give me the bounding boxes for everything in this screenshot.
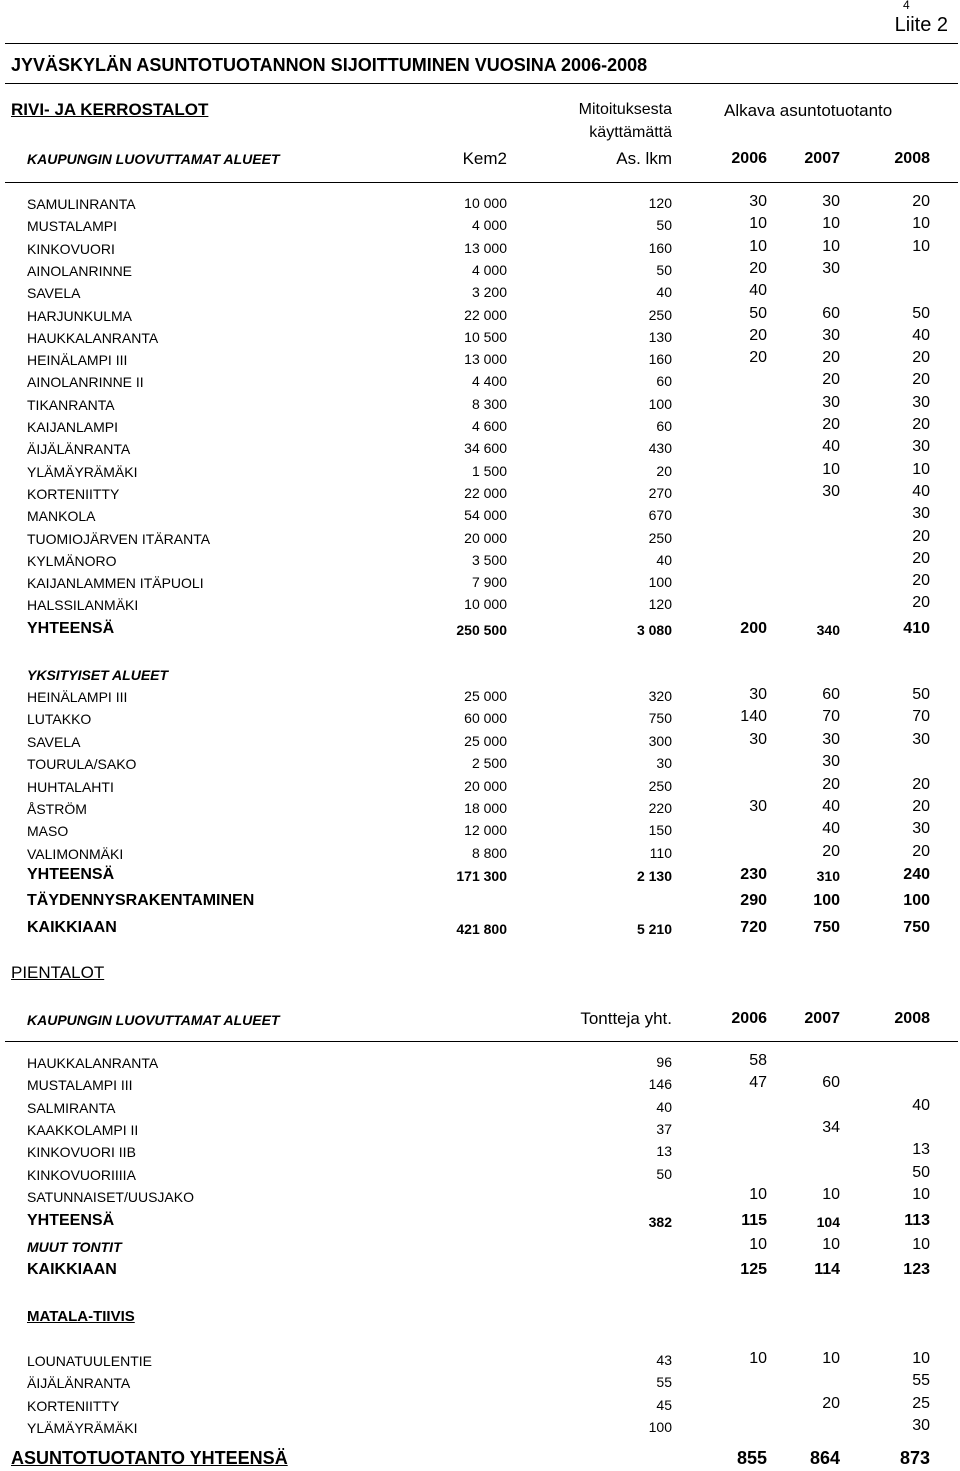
row-2007: 30 — [822, 259, 840, 277]
row-kem2: 4 000 — [471, 217, 507, 234]
row-lkm: 37 — [656, 1120, 672, 1137]
row-name: ASUNTOTUOTANTO YHTEENSÄ — [11, 1448, 288, 1468]
table-row — [0, 282, 960, 302]
row-lkm: 300 — [648, 732, 672, 749]
table-row — [0, 1119, 960, 1139]
row-kem2: 10 000 — [464, 596, 507, 613]
row-2006: 20 — [749, 326, 767, 344]
table-row — [0, 594, 960, 614]
row-lkm: 120 — [648, 195, 672, 211]
row-2008: 50 — [912, 686, 930, 703]
row-kem2: 18 000 — [464, 800, 507, 816]
row-name: MANKOLA — [27, 508, 96, 525]
row-lkm: 50 — [656, 261, 672, 278]
row-name: KAIKKIAAN — [27, 919, 117, 936]
row-2007: 104 — [816, 1214, 840, 1230]
table-row — [0, 1164, 960, 1184]
row-kem2: 13 000 — [464, 351, 507, 368]
row-2006: 10 — [749, 237, 767, 255]
row-name: AINOLANRINNE — [27, 262, 133, 279]
row-2006: 30 — [749, 730, 767, 748]
row-2008: 20 — [912, 527, 930, 545]
row-2007: 60 — [822, 304, 840, 322]
row-name: MUSTALAMPI — [27, 218, 117, 235]
col-aslkm: As. lkm — [616, 149, 672, 168]
row-name: TUOMIOJÄRVEN ITÄRANTA — [27, 530, 211, 547]
row-lkm: 50 — [656, 1165, 672, 1182]
subheading-yksityiset: YKSITYISET ALUEET — [27, 667, 169, 683]
table-row — [0, 1372, 960, 1392]
col-alkava: Alkava asuntotuotanto — [724, 101, 893, 120]
row-kem2: 8 800 — [471, 844, 507, 861]
row-name: MASO — [27, 823, 69, 840]
row-lkm: 40 — [656, 284, 672, 301]
row-lkm: 130 — [648, 328, 672, 345]
row-name: TÄYDENNYSRAKENTAMINEN — [27, 892, 255, 909]
taydennys-row — [0, 892, 960, 912]
row-kem2: 10 500 — [464, 328, 507, 345]
row-kem2: 3 200 — [471, 284, 507, 301]
col-year-2006-p: 2006 — [731, 1010, 767, 1027]
row-name: SALMIRANTA — [27, 1099, 116, 1116]
col-tontteja: Tontteja yht. — [580, 1009, 672, 1028]
row-2007: 100 — [813, 892, 840, 909]
row-lkm: 320 — [648, 688, 672, 704]
table-row — [0, 394, 960, 414]
row-lkm: 750 — [648, 710, 672, 727]
row-name: YHTEENSÄ — [27, 620, 115, 637]
row-2007: 30 — [822, 326, 840, 344]
row-name: HAUKKALANRANTA — [27, 329, 159, 346]
row-name: KINKOVUORIIIIA — [27, 1166, 136, 1183]
row-kem2: 25 000 — [464, 732, 507, 749]
table-row — [0, 461, 960, 481]
row-2007: 864 — [809, 1448, 840, 1468]
row-lkm: 250 — [648, 306, 672, 323]
row-kem2: 1 500 — [471, 462, 507, 479]
row-2008: 50 — [912, 304, 930, 322]
row-2006: 290 — [740, 892, 767, 909]
row-2007: 20 — [822, 842, 840, 860]
total-row-kaupungin — [0, 620, 960, 640]
row-2006: 47 — [749, 1074, 767, 1092]
section-heading-matala-tiivis: MATALA-TIIVIS — [27, 1308, 135, 1325]
section-heading-pientalot: PIENTALOT — [11, 963, 105, 982]
row-2008: 30 — [912, 1416, 930, 1434]
row-lkm: 100 — [648, 1418, 672, 1435]
row-name: TOURULA/SAKO — [27, 756, 137, 773]
row-name: KINKOVUORI — [27, 240, 115, 257]
kaikkiaan-row-rivi — [0, 919, 960, 939]
table-row — [0, 572, 960, 592]
table-row — [0, 1074, 960, 1094]
row-lkm: 60 — [656, 373, 672, 390]
table-row — [0, 416, 960, 436]
table-row — [0, 327, 960, 347]
row-2007: 20 — [822, 416, 840, 433]
row-lkm: 40 — [656, 551, 672, 568]
table-row — [0, 438, 960, 458]
row-name: LUTAKKO — [27, 711, 92, 728]
row-name: KAIKKIAAN — [27, 1261, 117, 1278]
row-2008: 100 — [903, 892, 930, 909]
table-row — [0, 1350, 960, 1370]
row-2007: 10 — [822, 1185, 840, 1203]
row-name: KYLMÄNORO — [27, 552, 117, 569]
row-2006: 720 — [740, 919, 767, 936]
table-row — [0, 193, 960, 213]
row-2007: 20 — [822, 1394, 840, 1412]
row-lkm: 150 — [648, 822, 672, 839]
row-2008: 20 — [912, 775, 930, 793]
row-kem2: 13 000 — [464, 239, 507, 256]
subheading-kaupungin: KAUPUNGIN LUOVUTTAMAT ALUEET — [27, 151, 280, 167]
row-name: KORTENIITTY — [27, 1397, 120, 1414]
row-2007: 20 — [822, 349, 840, 367]
row-lkm: 50 — [656, 217, 672, 234]
col-year-2008-p: 2008 — [894, 1010, 930, 1027]
row-2008: 20 — [912, 572, 930, 590]
row-lkm: 5 210 — [636, 921, 672, 937]
row-lkm: 3 080 — [636, 622, 672, 638]
row-2007: 34 — [822, 1118, 840, 1136]
row-kem2: 4 600 — [471, 418, 507, 434]
row-2008: 50 — [912, 1163, 930, 1181]
row-lkm: 670 — [648, 507, 672, 524]
row-2007: 20 — [822, 775, 840, 793]
row-kem2: 34 600 — [464, 440, 507, 457]
row-2006: 40 — [749, 282, 767, 300]
table-row — [0, 1186, 960, 1206]
table-row — [0, 305, 960, 325]
row-name: KAIJANLAMPI — [27, 419, 119, 435]
subheading-kaupungin-pientalot: KAUPUNGIN LUOVUTTAMAT ALUEET — [27, 1012, 280, 1028]
row-lkm: 96 — [656, 1054, 672, 1070]
table-row — [0, 776, 960, 796]
row-name: TIKANRANTA — [27, 396, 115, 413]
attachment-label: Liite 2 — [894, 14, 948, 36]
table-row — [0, 550, 960, 570]
table-row — [0, 483, 960, 503]
row-name: YHTEENSÄ — [27, 866, 115, 883]
row-2008: 20 — [912, 371, 930, 389]
row-2006: 50 — [749, 304, 767, 322]
row-2008: 55 — [912, 1372, 930, 1390]
row-kem2: 22 000 — [464, 484, 507, 501]
row-2008: 13 — [912, 1141, 930, 1159]
row-2006: 230 — [740, 866, 767, 883]
row-2008: 40 — [912, 482, 930, 500]
col-mitoitus-1: Mitoituksesta — [578, 101, 672, 118]
table-row — [0, 238, 960, 258]
table-row — [0, 1052, 960, 1072]
row-kem2: 54 000 — [464, 507, 507, 524]
row-2008: 20 — [912, 594, 930, 612]
row-name: AINOLANRINNE II — [27, 374, 144, 391]
table-row — [0, 798, 960, 818]
row-lkm: 100 — [648, 574, 672, 591]
table-row — [0, 731, 960, 751]
row-lkm: 220 — [648, 800, 672, 816]
row-2007: 70 — [822, 708, 840, 726]
table-row — [0, 349, 960, 369]
row-2008: 30 — [912, 393, 930, 411]
row-name: MUSTALAMPI III — [27, 1077, 133, 1094]
row-name: HUHTALAHTI — [27, 778, 114, 795]
row-2008: 30 — [912, 505, 930, 523]
row-lkm: 250 — [648, 777, 672, 794]
row-lkm: 250 — [648, 529, 672, 546]
table-row — [0, 260, 960, 280]
row-2008: 25 — [912, 1394, 930, 1412]
row-2006: 30 — [749, 686, 767, 703]
col-year-2008: 2008 — [894, 150, 930, 167]
row-2007: 30 — [822, 753, 840, 771]
row-2008: 410 — [903, 620, 930, 637]
row-2008: 113 — [904, 1212, 930, 1229]
row-2008: 20 — [912, 798, 930, 815]
row-2008: 240 — [903, 866, 930, 883]
row-2007: 40 — [822, 820, 840, 838]
col-year-2007: 2007 — [804, 150, 840, 167]
row-2008: 30 — [912, 730, 930, 748]
row-2007: 30 — [822, 193, 840, 210]
page-number-mark: 4 — [903, 0, 910, 12]
row-2007: 340 — [816, 622, 840, 638]
row-2008: 40 — [912, 1096, 930, 1114]
row-name: HEINÄLAMPI III — [27, 689, 128, 705]
row-lkm: 382 — [648, 1214, 672, 1230]
row-kem2: 250 500 — [456, 622, 507, 638]
table-row — [0, 686, 960, 706]
row-2006: 140 — [740, 708, 767, 726]
row-2007: 10 — [822, 1350, 840, 1367]
table-row — [0, 215, 960, 235]
row-name: HAUKKALANRANTA — [27, 1055, 159, 1071]
row-name: SAVELA — [27, 285, 81, 302]
row-kem2: 22 000 — [464, 306, 507, 323]
pientalot-header-rule — [5, 1041, 958, 1042]
row-kem2: 10 000 — [464, 195, 507, 211]
row-2007: 114 — [814, 1261, 840, 1278]
table-row — [0, 1097, 960, 1117]
row-kem2: 4 400 — [471, 373, 507, 390]
page-title: JYVÄSKYLÄN ASUNTOTUOTANNON SIJOITTUMINEN VUOSINA 2006-2008 — [11, 55, 648, 75]
table-row — [0, 1395, 960, 1415]
row-name: LOUNATUULENTIE — [27, 1353, 152, 1369]
row-name: KINKOVUORI IIB — [27, 1144, 136, 1161]
row-2007: 10 — [822, 460, 840, 478]
row-2008: 20 — [912, 349, 930, 367]
row-lkm: 45 — [656, 1396, 672, 1413]
section-heading-rivi: RIVI- JA KERROSTALOT — [11, 100, 209, 119]
table-row — [0, 371, 960, 391]
header-rule — [5, 182, 958, 183]
row-2007: 40 — [822, 798, 840, 815]
row-name: SATUNNAISET/UUSJAKO — [27, 1188, 194, 1205]
row-2007: 20 — [822, 371, 840, 389]
row-lkm: 270 — [648, 484, 672, 501]
row-lkm: 2 130 — [636, 868, 672, 884]
row-kem2: 7 900 — [471, 574, 507, 591]
row-2006: 115 — [741, 1212, 767, 1229]
row-2006: 20 — [749, 259, 767, 277]
row-kem2: 25 000 — [464, 688, 507, 704]
table-row — [0, 753, 960, 773]
row-name: KORTENIITTY — [27, 485, 120, 502]
row-lkm: 55 — [656, 1374, 672, 1391]
row-2008: 873 — [899, 1448, 930, 1468]
row-2008: 10 — [912, 1185, 930, 1203]
row-2008: 20 — [912, 549, 930, 567]
table-row — [0, 843, 960, 863]
row-name: ÄIJÄLÄNRANTA — [27, 441, 131, 458]
row-name: SAVELA — [27, 733, 81, 750]
row-kem2: 8 300 — [471, 395, 507, 412]
row-2007: 750 — [813, 919, 840, 936]
row-lkm: 430 — [648, 440, 672, 457]
row-name: ÅSTRÖM — [27, 801, 87, 817]
row-name: MUUT TONTIT — [27, 1239, 122, 1255]
row-name: KAIJANLAMMEN ITÄPUOLI — [27, 575, 204, 592]
row-lkm: 146 — [648, 1076, 672, 1093]
row-2008: 40 — [912, 326, 930, 344]
row-2008: 10 — [912, 460, 930, 478]
row-2007: 10 — [822, 215, 840, 233]
row-kem2: 60 000 — [464, 710, 507, 727]
total-row-yksityiset — [0, 866, 960, 886]
row-2008: 750 — [903, 919, 930, 936]
row-2008: 20 — [912, 416, 930, 433]
row-name: HEINÄLAMPI III — [27, 352, 128, 369]
row-2008: 10 — [912, 1236, 930, 1253]
col-year-2006: 2006 — [731, 150, 767, 167]
row-2008: 123 — [903, 1261, 930, 1278]
row-name: YHTEENSÄ — [27, 1212, 115, 1229]
row-2008: 10 — [912, 237, 930, 255]
row-2006: 10 — [749, 1236, 767, 1253]
row-name: ÄIJÄLÄNRANTA — [27, 1375, 131, 1392]
row-kem2: 421 800 — [456, 921, 507, 937]
row-2006: 30 — [749, 798, 767, 815]
row-2007: 30 — [822, 482, 840, 500]
table-row — [0, 708, 960, 728]
row-lkm: 160 — [648, 351, 672, 368]
row-2007: 30 — [822, 393, 840, 411]
row-lkm: 60 — [656, 418, 672, 434]
row-lkm: 120 — [648, 596, 672, 613]
row-kem2: 20 000 — [464, 777, 507, 794]
row-lkm: 100 — [648, 395, 672, 412]
total-row-pientalot — [0, 1212, 960, 1232]
row-2008: 70 — [912, 708, 930, 726]
row-2008: 30 — [912, 820, 930, 838]
row-kem2: 12 000 — [464, 822, 507, 839]
row-2007: 40 — [822, 438, 840, 456]
table-row — [0, 1417, 960, 1437]
row-2006: 10 — [749, 215, 767, 233]
row-2008: 20 — [912, 193, 930, 210]
table-row — [0, 820, 960, 840]
row-name: KAAKKOLAMPI II — [27, 1121, 139, 1138]
col-kem2: Kem2 — [462, 149, 507, 168]
row-2006: 200 — [740, 620, 767, 637]
muut-tontit-row — [0, 1236, 960, 1256]
row-kem2: 171 300 — [456, 868, 507, 884]
row-2007: 30 — [822, 730, 840, 748]
row-lkm: 30 — [656, 755, 672, 772]
row-kem2: 2 500 — [471, 755, 507, 772]
row-name: HARJUNKULMA — [27, 307, 133, 324]
row-lkm: 40 — [656, 1098, 672, 1115]
row-2008: 10 — [912, 215, 930, 233]
row-lkm: 43 — [656, 1352, 672, 1368]
row-2006: 30 — [749, 193, 767, 210]
row-2006: 10 — [749, 1350, 767, 1367]
title-bottom-rule — [5, 83, 958, 84]
row-name: HALSSILANMÄKI — [27, 597, 139, 614]
kaikkiaan-row-pientalot — [0, 1261, 960, 1281]
row-kem2: 3 500 — [471, 551, 507, 568]
row-lkm: 13 — [656, 1143, 672, 1160]
row-2007: 310 — [816, 868, 840, 884]
row-2008: 30 — [912, 438, 930, 456]
row-lkm: 20 — [656, 462, 672, 479]
row-2006: 125 — [740, 1261, 767, 1278]
table-row — [0, 505, 960, 525]
row-2006: 20 — [749, 349, 767, 367]
col-mitoitus-2: käyttämättä — [589, 124, 672, 141]
row-name: YLÄMÄYRÄMÄKI — [27, 463, 138, 480]
row-2006: 10 — [749, 1185, 767, 1203]
row-lkm: 110 — [649, 844, 672, 861]
row-2008: 20 — [912, 842, 930, 860]
title-top-rule — [5, 43, 958, 44]
row-2006: 58 — [749, 1052, 767, 1069]
row-2008: 10 — [912, 1350, 930, 1367]
row-name: SAMULINRANTA — [27, 196, 136, 212]
row-lkm: 160 — [648, 239, 672, 256]
row-name: YLÄMÄYRÄMÄKI — [27, 1419, 138, 1436]
row-2007: 10 — [822, 237, 840, 255]
table-row — [0, 528, 960, 548]
grand-total-row — [0, 1448, 960, 1468]
row-name: VALIMONMÄKI — [27, 845, 124, 862]
row-2007: 60 — [822, 686, 840, 703]
row-2007: 10 — [822, 1236, 840, 1253]
row-2007: 60 — [822, 1074, 840, 1092]
row-2006: 855 — [736, 1448, 767, 1468]
table-row — [0, 1141, 960, 1161]
col-year-2007-p: 2007 — [804, 1010, 840, 1027]
row-kem2: 4 000 — [471, 261, 507, 278]
row-kem2: 20 000 — [464, 529, 507, 546]
